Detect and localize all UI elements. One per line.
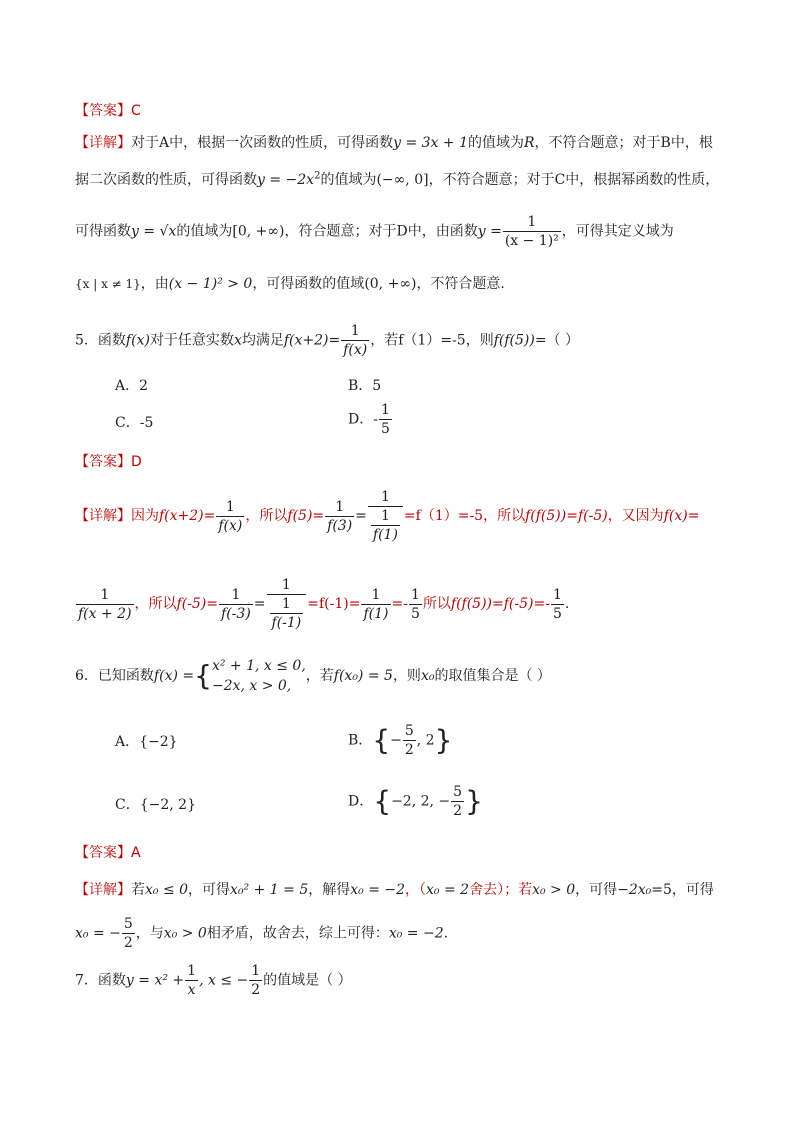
fraction xyxy=(185,962,198,999)
q4-detail-line-4 xyxy=(75,274,505,294)
text: 相矛盾，故舍去，综上可得： xyxy=(206,925,389,942)
piece-1: x² + 1, x ≤ 0, xyxy=(211,658,306,674)
complex-fraction xyxy=(267,576,307,632)
text: D．- xyxy=(348,411,378,428)
formula: x₀ ≤ 0 xyxy=(145,882,189,898)
text: ，可得其定义域为 xyxy=(561,223,674,240)
text: −2, 2, − xyxy=(391,793,451,810)
numerator: 1 xyxy=(216,498,244,517)
numerator: 1 xyxy=(76,586,134,605)
q6-detail-line-2 xyxy=(75,915,448,952)
text: = xyxy=(355,508,367,524)
denominator: f(3) xyxy=(327,517,353,534)
formula: f(x₀) = 5 xyxy=(333,668,393,684)
text: 的值域是（ ） xyxy=(263,972,352,989)
exponent: 2 xyxy=(314,170,321,182)
answer-value: A xyxy=(131,845,141,861)
numerator: 5 xyxy=(453,784,463,800)
numerator: 1 xyxy=(251,963,261,979)
text: 的值域为 xyxy=(468,135,524,151)
formula: x₀ xyxy=(420,668,435,684)
text: ，解得 xyxy=(308,882,351,898)
formula: (x − 1)² > 0 xyxy=(168,276,253,292)
formula: x xyxy=(233,332,242,349)
fraction xyxy=(219,586,253,623)
text: ，不符合题意；对于C中，根据幂函数的性质， xyxy=(428,172,720,188)
text: 6．已知函数 xyxy=(75,668,154,684)
text: 的值域为 xyxy=(176,223,233,240)
fraction xyxy=(551,586,564,623)
left-brace: { xyxy=(372,723,391,757)
q6-answer-line xyxy=(75,843,141,863)
fraction xyxy=(325,498,354,535)
text: , 2 xyxy=(416,732,435,749)
text: ，若 xyxy=(370,332,399,349)
answer-label: 【答案】 xyxy=(75,454,131,470)
text: =f（1）=-5，所以 xyxy=(403,508,526,524)
piece-2: −2x, x > 0, xyxy=(211,678,292,694)
numerator: 1 xyxy=(410,586,420,603)
text: ，与 xyxy=(135,925,164,942)
answer-value: C xyxy=(131,103,141,119)
numerator: 5 xyxy=(404,723,414,739)
q7-stem xyxy=(75,962,352,999)
q5-option-c: C．-5 xyxy=(115,415,154,431)
denominator: f(-3) xyxy=(221,605,251,622)
q5-answer-line xyxy=(75,452,142,472)
denominator: f(x) xyxy=(218,517,243,534)
text: =f(-1)= xyxy=(307,596,361,612)
formula: f(x) xyxy=(125,332,150,349)
formula: , x ≤ − xyxy=(199,972,249,989)
text: = xyxy=(253,596,266,612)
formula: −2x₀ xyxy=(617,882,652,898)
right-brace: } xyxy=(465,784,483,818)
text: 所以 xyxy=(422,596,451,612)
text: 5．函数 xyxy=(75,332,126,349)
text: f（1）=-5，则 xyxy=(398,332,494,349)
formula: x₀ > 0 xyxy=(163,925,207,942)
q5-option-b: B．5 xyxy=(348,378,382,394)
text: ，则 xyxy=(392,668,421,684)
formula: x₀ = −2 xyxy=(388,925,444,942)
q5-option-a: A．2 xyxy=(115,378,149,394)
text: 对于任意实数 xyxy=(149,332,234,349)
fraction xyxy=(451,783,464,820)
text: − xyxy=(390,732,402,749)
answer-label: 【答案】 xyxy=(75,845,131,861)
denominator: 2 xyxy=(123,935,133,951)
text: 若 xyxy=(131,882,145,898)
detail-label: 【详解】 xyxy=(75,135,131,151)
fraction xyxy=(409,586,422,623)
q5-option-d xyxy=(348,401,393,438)
formula: f(x) = xyxy=(153,668,195,684)
numerator: 1 xyxy=(270,595,304,614)
formula: x₀ > 0 xyxy=(532,882,576,898)
text: =- xyxy=(391,596,408,612)
text: ，又因为 xyxy=(607,508,664,524)
formula: x₀ = −2 xyxy=(350,882,406,898)
text: ，符合题意；对于D中，由函数 xyxy=(284,223,478,240)
numerator: 1 xyxy=(361,586,390,605)
q5-stem xyxy=(75,322,579,359)
formula: f(f(5)) xyxy=(493,332,535,349)
left-brace: { xyxy=(194,659,212,692)
numerator: 1 xyxy=(219,586,253,605)
formula: f(x+2)= xyxy=(159,508,216,524)
formula: R xyxy=(524,135,535,151)
text: ，所以 xyxy=(245,508,288,524)
numerator: 1 xyxy=(371,507,400,526)
text: ，不符合题意. xyxy=(416,276,505,292)
q4-detail-line-3 xyxy=(75,213,674,250)
q6-option-c: C．{−2, 2} xyxy=(115,797,196,813)
numerator: 1 xyxy=(325,498,354,517)
text: 的取值集合是（ ） xyxy=(434,668,551,684)
denominator: f(x + 2) xyxy=(78,605,132,622)
denominator: f(1) xyxy=(363,605,389,622)
denominator: f(1) xyxy=(372,527,398,543)
q6-option-b xyxy=(348,722,452,759)
formula: x₀ = 2 xyxy=(426,882,470,898)
answer-label: 【答案】 xyxy=(75,103,131,119)
denominator: 2 xyxy=(404,742,414,758)
denominator: 5 xyxy=(380,421,390,437)
text: 舍去）；若 xyxy=(469,882,533,898)
text: D． xyxy=(348,793,374,810)
text: =（ ） xyxy=(534,332,580,349)
right-brace: } xyxy=(434,723,453,757)
numerator: 1 xyxy=(341,322,369,341)
fraction xyxy=(216,498,244,535)
text: 因为 xyxy=(131,508,159,524)
formula: f(x)= xyxy=(663,508,700,524)
formula: x₀² + 1 = 5 xyxy=(230,882,309,898)
denominator: 5 xyxy=(410,605,420,622)
text: . xyxy=(443,925,449,942)
formula: {x | x ≠ 1} xyxy=(75,277,141,291)
denominator: x xyxy=(187,982,196,998)
formula: f(x+2)= xyxy=(283,332,341,349)
text: 据二次函数的性质，可得函数 xyxy=(75,172,257,188)
denominator: 5 xyxy=(552,605,562,622)
text: 均满足 xyxy=(241,332,284,349)
text: 可得函数 xyxy=(75,223,131,240)
text: . xyxy=(564,596,570,612)
formula: f(5)= xyxy=(287,508,325,524)
denominator: 2 xyxy=(453,803,463,819)
denominator: f(x) xyxy=(343,342,368,358)
denominator: f(-1) xyxy=(271,615,302,631)
inner-fraction xyxy=(369,507,402,544)
formula: x₀ = − xyxy=(75,925,121,942)
q5-detail-line-2 xyxy=(75,576,569,632)
formula: y = x² + xyxy=(125,972,185,989)
formula: y = 3x + 1 xyxy=(393,135,468,151)
fraction xyxy=(341,322,369,359)
numerator: 1 xyxy=(368,488,403,507)
answer-value: D xyxy=(131,454,142,470)
q4-answer-line xyxy=(75,101,141,121)
formula: f(f(5))=f(-5) xyxy=(525,508,608,524)
q5-detail-line-1 xyxy=(75,488,699,544)
text: 的值域为 xyxy=(320,172,377,188)
fraction xyxy=(503,213,561,250)
formula: [0, +∞) xyxy=(232,223,285,240)
fraction xyxy=(76,586,134,623)
text: ，可得 xyxy=(575,882,618,898)
text: 7．函数 xyxy=(75,972,126,989)
formula: y = xyxy=(477,223,502,240)
text: B． xyxy=(348,732,373,749)
text: ，可得函数的值域 xyxy=(252,276,365,292)
left-brace: { xyxy=(373,784,392,818)
inner-fraction xyxy=(268,595,306,632)
numerator: 1 xyxy=(552,586,562,603)
text: ，所以 xyxy=(134,596,177,612)
detail-label: 【详解】 xyxy=(75,882,131,898)
q6-detail-line-1 xyxy=(75,880,714,900)
detail-label: 【详解】 xyxy=(75,508,131,524)
fraction xyxy=(403,722,416,759)
q4-detail-line-1 xyxy=(75,133,713,153)
piecewise xyxy=(212,656,306,696)
complex-fraction xyxy=(368,488,403,544)
numerator: 1 xyxy=(187,963,197,979)
q6-option-d xyxy=(348,783,483,820)
text: ，可得 xyxy=(188,882,231,898)
text: 对于A中，根据一次函数的性质，可得函数 xyxy=(131,135,394,151)
text: ，由 xyxy=(140,276,169,292)
text: =5，可得 xyxy=(651,882,714,898)
numerator: 1 xyxy=(380,402,390,418)
text: ，若 xyxy=(305,668,334,684)
formula: y = √x xyxy=(131,223,177,240)
fraction xyxy=(379,401,392,438)
formula: (0, +∞) xyxy=(364,276,417,292)
q6-stem xyxy=(75,656,551,696)
formula: f(-5)= xyxy=(176,596,219,612)
fraction xyxy=(361,586,390,623)
formula: (−∞, 0] xyxy=(376,172,429,188)
q6-option-a: A．{−2} xyxy=(115,734,178,750)
fraction xyxy=(122,915,135,952)
denominator: 2 xyxy=(251,982,261,998)
numerator: 5 xyxy=(123,916,133,932)
denominator: (x − 1)² xyxy=(504,233,559,249)
q4-detail-line-2 xyxy=(75,170,719,190)
text: ，不符合题意；对于B中，根 xyxy=(534,135,713,151)
formula: f(f(5))=f(-5)=- xyxy=(450,596,550,612)
numerator: 1 xyxy=(267,576,307,595)
formula: y = −2x xyxy=(257,172,315,188)
text: ，（ xyxy=(405,882,427,898)
numerator: 1 xyxy=(503,213,561,232)
fraction xyxy=(249,962,262,999)
